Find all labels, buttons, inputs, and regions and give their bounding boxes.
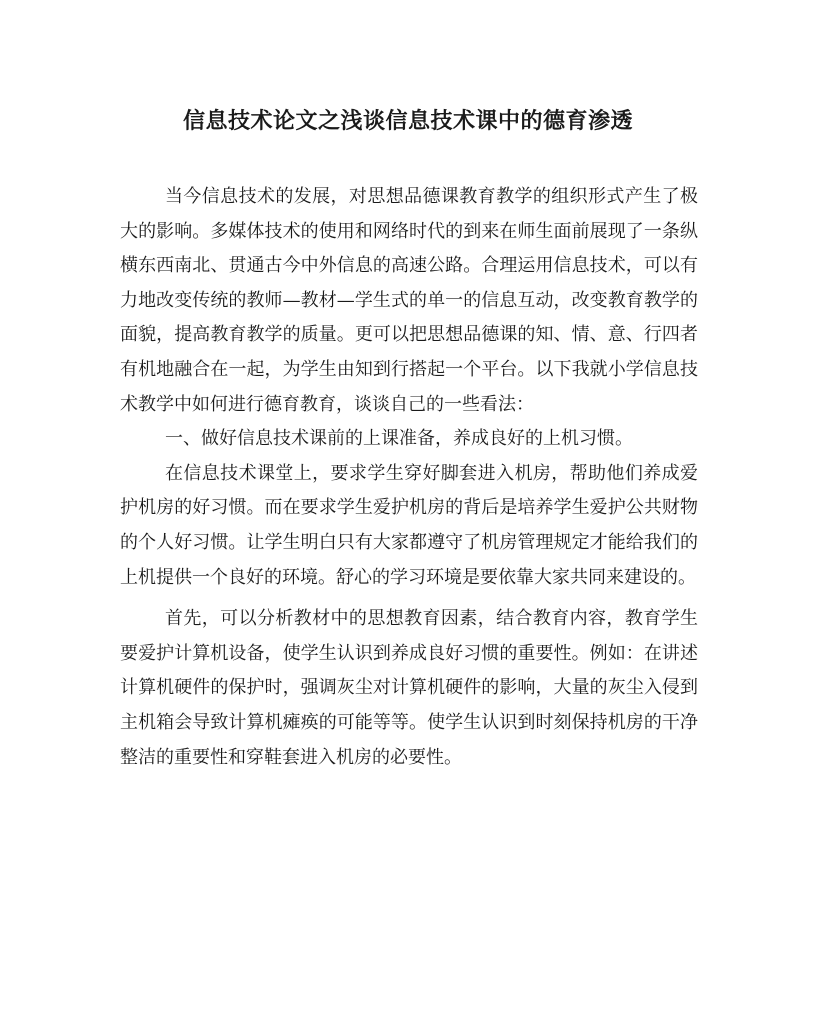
document-body xyxy=(120,180,698,775)
paragraph-intro: 当今信息技术的发展，对思想品德课教育教学的组织形式产生了极大的影响。多媒体技术的使用和网络时代的到来在师生面前展现了一条纵横东西南北、贯通古今中外信息的高速公路。合理运用信息技术，可以有力地改变传统的教师—教材—学生式的单一的信息互动，改变教育教学的面貌，提高教育教学的质量。更可以把思想品德课的知、情、意、行四者有机地融合在一起，为学生由知到行搭起一个平台。以下我就小学信息技术教学中如何进行德育教育，谈谈自己的一些看法： xyxy=(120,186,698,415)
paragraph-first-point: 首先，可以分析教材中的思想教育因素，结合教育内容，教育学生要爱护计算机设备，使学生认识到养成良好习惯的重要性。例如：在讲述计算机硬件的保护时，强调灰尘对计算机硬件的影响，大量的灰尘入侵到主机箱会导致计算机瘫痪的可能等等。使学生认识到时刻保持机房的干净整洁的重要性和穿鞋套进入机房的必要性。 xyxy=(120,608,698,768)
paragraph-section-heading: 一、做好信息技术课前的上课准备，养成良好的上机习惯。 xyxy=(165,428,633,450)
paragraph-classroom-habits: 在信息技术课堂上，要求学生穿好脚套进入机房，帮助他们养成爱护机房的好习惯。而在要求学生爱护机房的背后是培养学生爱护公共财物的个人好习惯。让学生明白只有大家都遵守了机房管理规定才能给我们的上机提供一个良好的环境。舒心的学习环境是要依靠大家共同来建设的。 xyxy=(120,462,698,588)
document-title: 信息技术论文之浅谈信息技术课中的德育渗透 xyxy=(182,108,633,134)
